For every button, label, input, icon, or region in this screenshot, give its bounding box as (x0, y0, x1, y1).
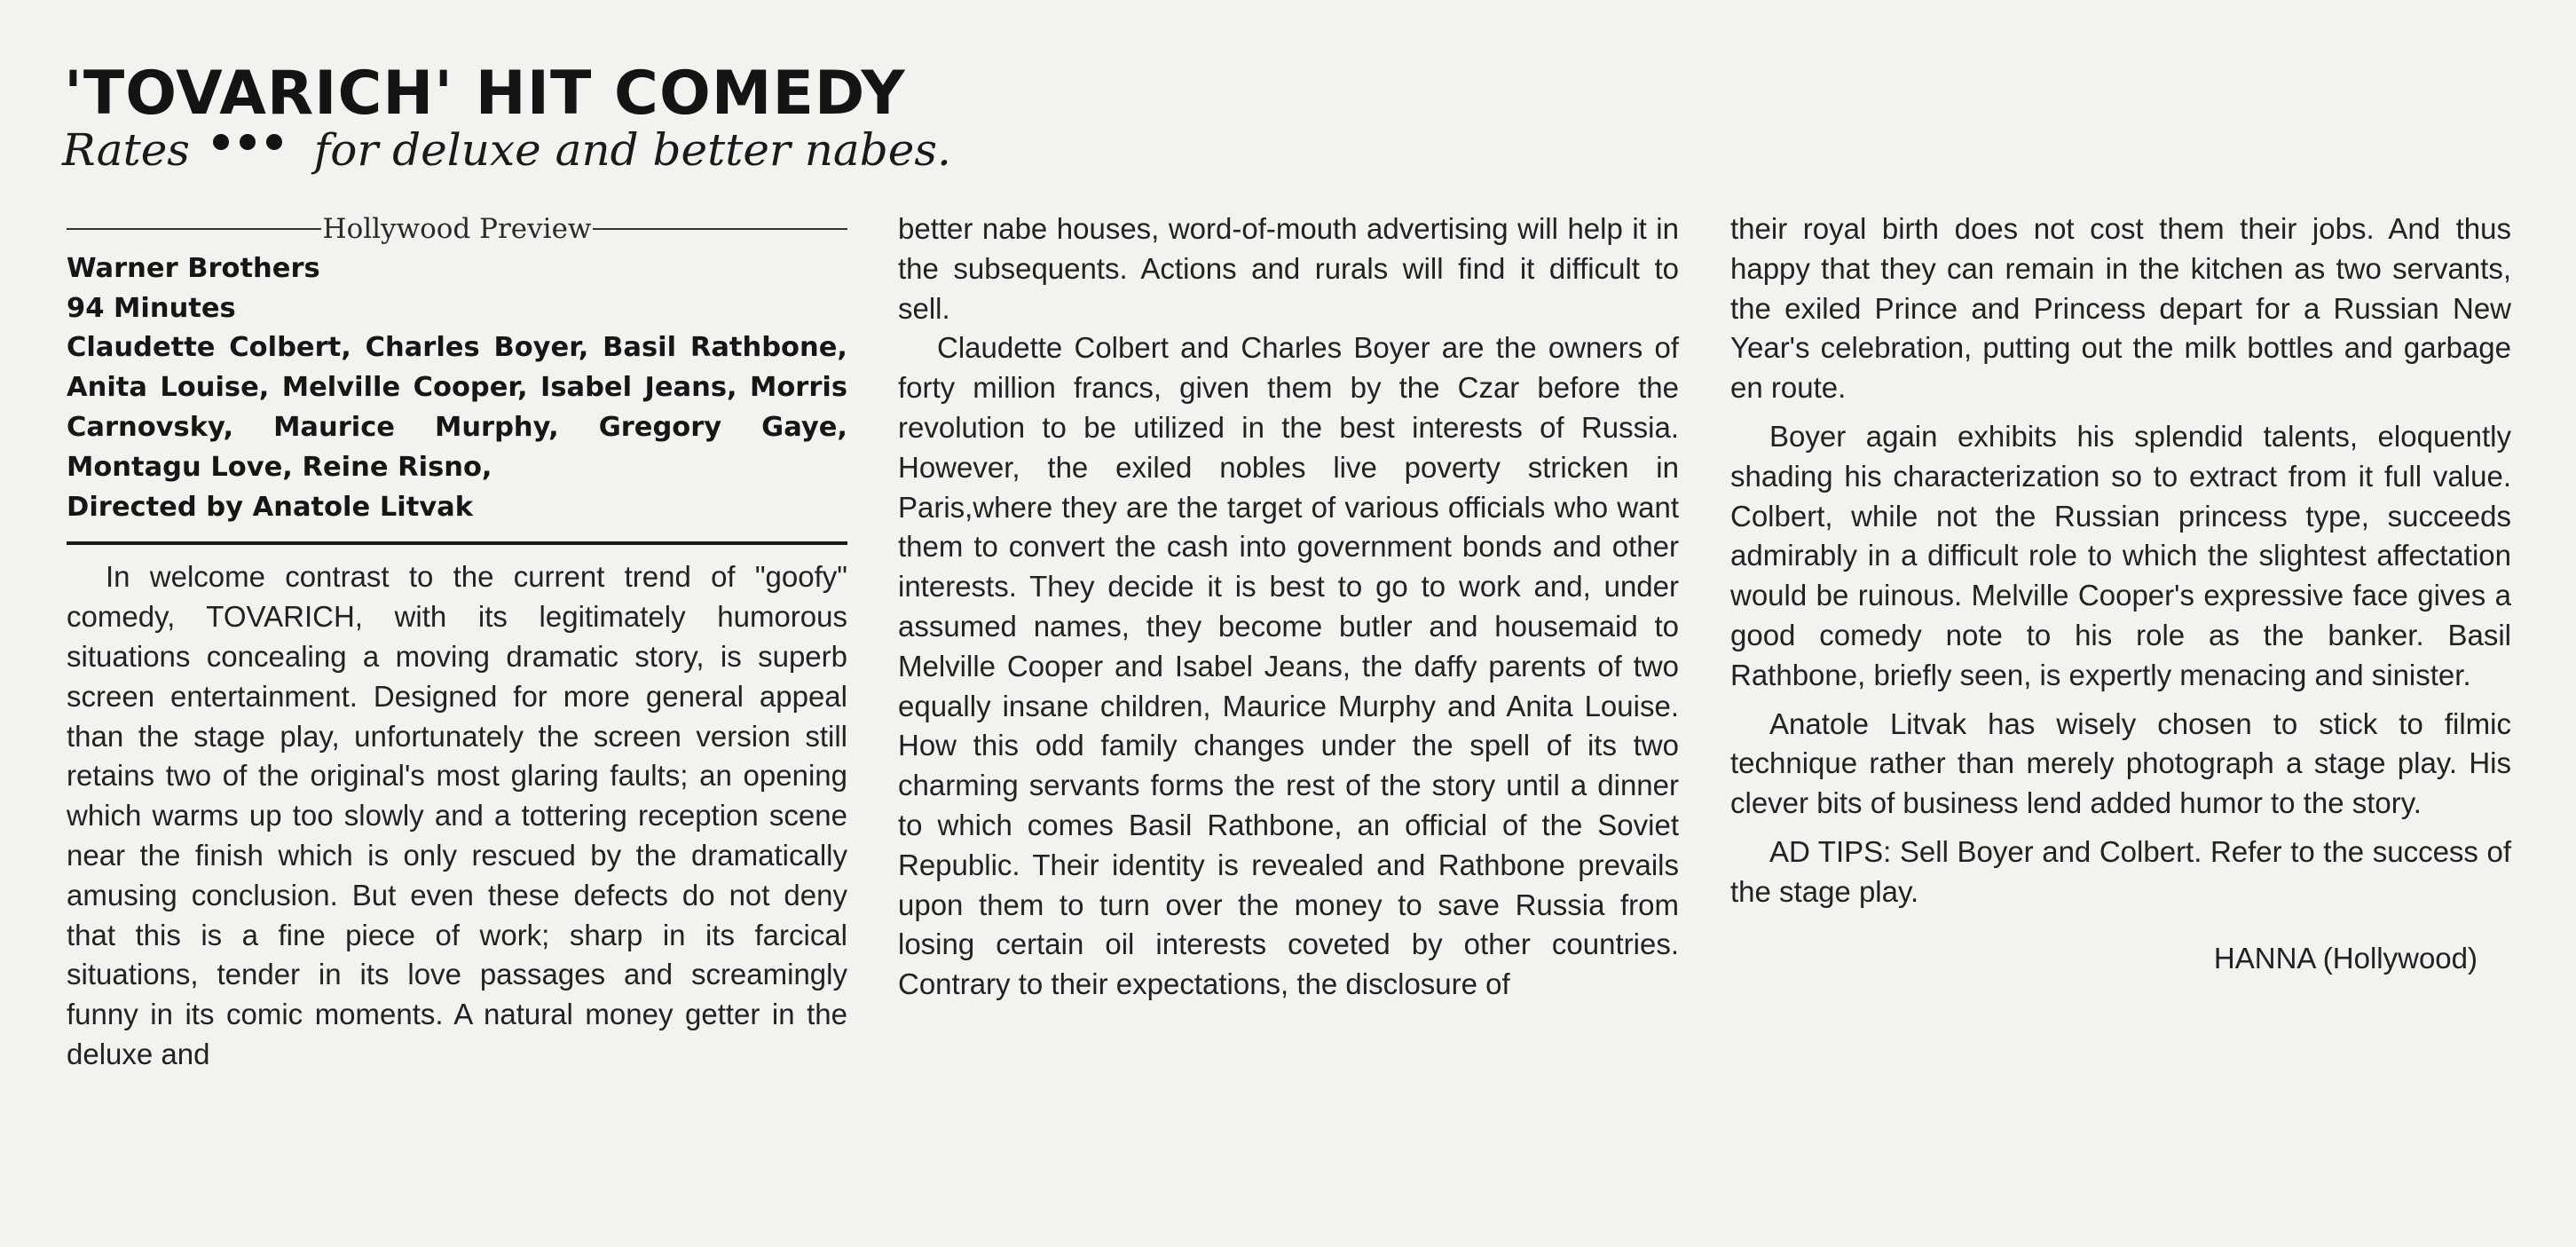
rating-suffix: for deluxe and better nabes. (313, 124, 951, 176)
runtime: 94 Minutes (67, 292, 236, 324)
reviewer-signature: HANNA (Hollywood) (2213, 941, 2478, 975)
rating-dot-icon (213, 134, 229, 150)
rating-dots (208, 124, 288, 176)
rating-prefix: Rates (62, 124, 190, 176)
preview-label: Hollywood Preview (322, 213, 592, 245)
studio: Warner Brothers (67, 252, 320, 284)
rating-dot-icon (266, 134, 282, 150)
director: Directed by Anatole Litvak (67, 491, 474, 523)
review-paragraph: better nabe houses, word-of-mouth advertising will help it in the subsequents. Actions and rurals will find it difficult to sell. (898, 212, 1679, 325)
review-paragraph: their royal birth does not cost them their jobs. And thus happy that they can remain in the kitchen as two servants, the exiled Prince and Princess depart for a Russian New Year's celebration, putting out the milk bottles and garbage en route. (1730, 212, 2511, 405)
divider (67, 541, 847, 545)
column-1 (67, 209, 847, 1075)
rating-line (62, 124, 951, 176)
review-paragraph: In welcome contrast to the current trend of "goofy" comedy, TOVARICH, with its legitimately humorous situations concealing a moving dramatic story, is superb screen entertainment. Designed for more general appeal than the stage play, unfortunately the screen version still retains two of the original's most glaring faults; an opening which warms up too slowly and a tottering reception scene near the finish which is only rescued by the dramatically amusing conclusion. But even these defects do not deny that this is a fine piece of work; sharp in its farcical situations, tender in its love passages and screamingly funny in its comic moments. A natural money getter in the deluxe and (67, 560, 847, 1070)
headline: 'TOVARICH' HIT COMEDY (64, 59, 906, 129)
credits-block (67, 249, 847, 528)
column-3 (1730, 209, 2511, 978)
review-paragraph: Anatole Litvak has wisely chosen to stick to filmic technique rather than merely photograph a stage play. His clever bits of business lend added humor to the story. (1730, 706, 2511, 820)
divider (67, 228, 321, 230)
preview-header (67, 209, 847, 249)
review-paragraph: Claudette Colbert and Charles Boyer are the owners of forty million francs, given them by the Czar before the revolution to be utilized in the best interests of Russia. However, the exiled nobles live poverty stricken in Paris,where they are the target of various officials who want them to convert the cash into government bonds and other interests. They decide it is best to go to work and, under assumed names, they become butler and housemaid to Melville Cooper and Isabel Jeans, the daffy parents of two equally insane children, Maurice Murphy and Anita Louise. How this odd family changes under the spell of its two charming servants forms the rest of the story until a dinner to which comes Basil Rathbone, an official of the Soviet Republic. Their identity is revealed and Rathbone prevails upon them to turn over the money to save Russia from losing certain oil interests coveted by other countries. Contrary to their expectations, the disclosure of (898, 331, 1679, 1001)
review-paragraph: Boyer again exhibits his splendid talents, eloquently shading his characterization so to extract from it full value. Colbert, while not the Russian princess type, succeeds admirably in a difficult role to which the slightest affectation would be ruinous. Melville Cooper's expressive face gives a good comedy note to his role as the banker. Basil Rathbone, briefly seen, is expertly menacing and sinister. (1730, 419, 2511, 691)
divider (593, 228, 847, 230)
ad-tips: AD TIPS: Sell Boyer and Colbert. Refer to the success of the stage play. (1730, 834, 2511, 908)
cast-list: Claudette Colbert, Charles Boyer, Basil Rathbone, Anita Louise, Melville Cooper, Isabel Jeans, Morris Carnovsky, Maurice Murphy, Gregory Gaye, Montagu Love, Reine Risno, (67, 332, 847, 483)
rating-dot-icon (240, 134, 256, 150)
column-2 (898, 209, 1679, 1005)
